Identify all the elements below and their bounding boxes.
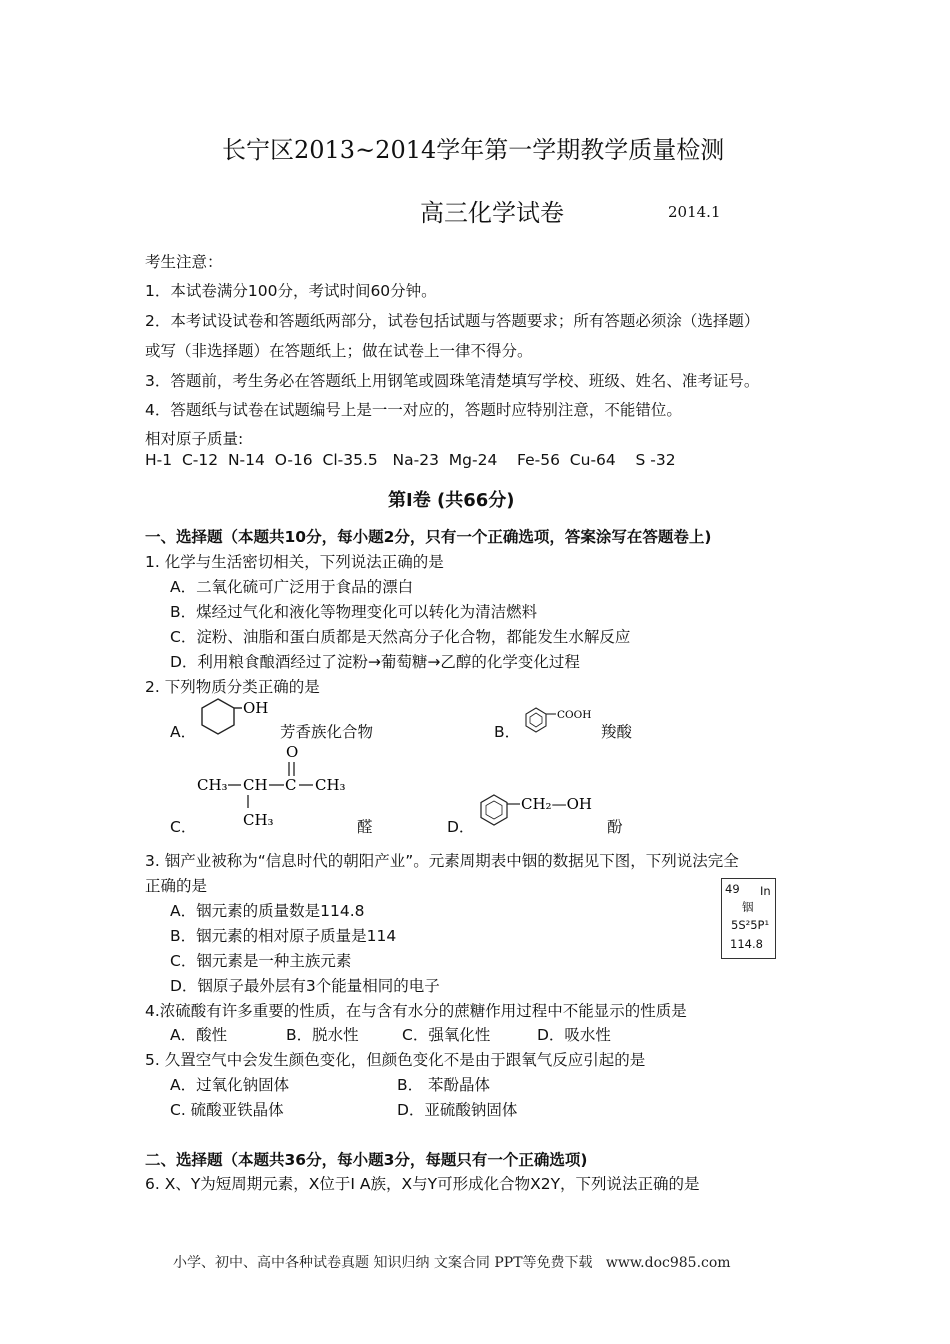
q1-option-b: B．煤经过气化和液化等物理变化可以转化为清洁燃料 [170, 603, 538, 621]
c-ch3-left: CH₃ [197, 776, 228, 794]
q1-option-c: C．淀粉、油脂和蛋白质都是天然高分子化合物，都能发生水解反应 [170, 628, 631, 646]
q3-stem-cont: 正确的是 [145, 877, 208, 895]
exam-title: 长宁区2013~2014学年第一学期教学质量检测 [222, 136, 725, 164]
exam-subtitle: 高三化学试卷 [420, 199, 564, 227]
q4-option-c: C．强氧化性 [402, 1026, 491, 1044]
notice-item: 或写（非选择题）在答题纸上；做在试卷上一律不得分。 [145, 342, 533, 360]
part1-title: 第Ⅰ卷 (共66分) [388, 490, 515, 511]
cyclohexanol-structure [196, 696, 276, 738]
q2a-group-text: OH [243, 699, 269, 717]
q3-option-c: C．铟元素是一种主族元素 [170, 952, 352, 970]
notice-item: 1．本试卷满分100分，考试时间60分钟。 [145, 282, 437, 300]
q4-option-a: A．酸性 [170, 1026, 228, 1044]
q3-option-b: B．铟元素的相对原子质量是114 [170, 927, 397, 945]
exam-date: 2014.1 [668, 203, 721, 221]
q1-option-d: D．利用粮食酿酒经过了淀粉→葡萄糖→乙醇的化学变化过程 [170, 653, 580, 671]
q5-stem: 5. 久置空气中会发生颜色变化，但颜色变化不是由于跟氧气反应引起的是 [145, 1051, 646, 1069]
indium-config: 5S²5P¹ [731, 918, 770, 932]
q2-option-b-label: B． [494, 723, 521, 741]
section2-heading: 二、选择题（本题共36分，每小题3分，每题只有一个正确选项) [145, 1151, 588, 1169]
q2-stem: 2. 下列物质分类正确的是 [145, 678, 320, 696]
indium-element-box [721, 878, 776, 959]
q2-option-d-text: 酚 [607, 818, 623, 836]
indium-name: 铟 [742, 900, 754, 914]
q2b-group-text: COOH [557, 709, 592, 721]
q5-option-d: D．亚硫酸钠固体 [397, 1101, 518, 1119]
q2-option-b-text: 羧酸 [601, 723, 633, 741]
atomic-mass-heading: 相对原子质量: [145, 430, 244, 448]
q2-option-c-text: 醛 [357, 818, 373, 836]
page-footer: 小学、初中、高中各种试卷真题 知识归纳 文案合同 PPT等免费下载 www.doc985.com [173, 1255, 731, 1271]
q1-stem: 1. 化学与生活密切相关，下列说法正确的是 [145, 553, 444, 571]
q3-option-a: A．铟元素的质量数是114.8 [170, 902, 365, 920]
atomic-mass-list: H-1 C-12 N-14 O-16 Cl-35.5 Na-23 Mg-24 Fe-56 Cu-64 S -32 [145, 451, 676, 469]
notice-item: 4．答题纸与试卷在试题编号上是一一对应的，答题时应特别注意，不能错位。 [145, 401, 682, 419]
q1-option-a: A．二氧化硫可广泛用于食品的漂白 [170, 578, 414, 596]
q2-option-c-label: C． [170, 818, 197, 836]
indium-mass: 114.8 [730, 937, 763, 951]
notice-heading: 考生注意： [145, 253, 223, 271]
q6-stem: 6. X、Y为短周期元素，X位于Ⅰ A族，X与Y可形成化合物X2Y，下列说法正确的是 [145, 1175, 700, 1193]
c-ch3-right: CH₃ [315, 776, 346, 794]
q5-option-b: B． 苯酚晶体 [397, 1076, 491, 1094]
indium-symbol: In [760, 884, 771, 898]
benzoic-acid-structure [524, 706, 596, 736]
section1-heading: 一、选择题（本题共10分，每小题2分，只有一个正确选项，答案涂写在答题卷上) [145, 528, 712, 546]
q2d-group-text: CH₂—OH [521, 795, 592, 813]
q2-option-a-label: A． [170, 723, 197, 741]
isobutyraldehyde-like-structure [195, 742, 355, 832]
q2-option-a-text: 芳香族化合物 [280, 723, 374, 741]
c-carbon: C [285, 776, 297, 794]
c-oxygen: O [286, 743, 299, 761]
indium-number: 49 [725, 882, 740, 896]
q4-option-d: D．吸水性 [537, 1026, 611, 1044]
q3-option-d: D．铟原子最外层有3个能量相同的电子 [170, 977, 440, 995]
q5-option-c: C. 硫酸亚铁晶体 [170, 1101, 284, 1119]
c-ch: CH [243, 776, 268, 794]
q5-option-a: A．过氧化钠固体 [170, 1076, 290, 1094]
q4-option-b: B．脱水性 [286, 1026, 359, 1044]
notice-item: 2．本考试设试卷和答题纸两部分，试卷包括试题与答题要求；所有答题必须涂（选择题） [145, 312, 760, 330]
q4-stem: 4.浓硫酸有许多重要的性质，在与含有水分的蔗糖作用过程中不能显示的性质是 [145, 1002, 687, 1020]
q2-option-d-label: D． [447, 818, 475, 836]
q3-stem: 3. 铟产业被称为“信息时代的朝阳产业”。元素周期表中铟的数据见下图，下列说法完全 [145, 852, 739, 870]
benzyl-alcohol-structure [478, 792, 608, 830]
c-ch3-bottom: CH₃ [243, 811, 274, 829]
notice-item: 3．答题前，考生务必在答题纸上用钢笔或圆珠笔清楚填写学校、班级、姓名、准考证号。 [145, 372, 760, 390]
